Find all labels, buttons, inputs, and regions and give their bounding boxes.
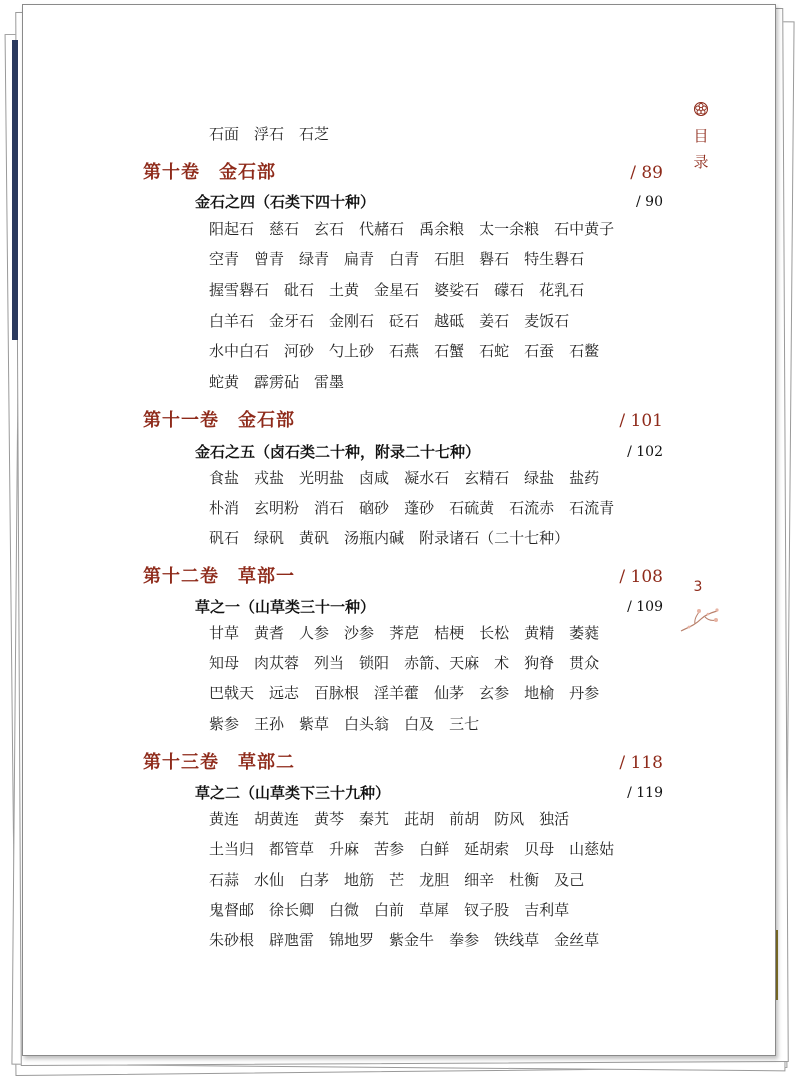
toc-item: 人参 [299,624,330,642]
toc-item: 防风 [494,810,525,828]
toc-item: 肉苁蓉 [254,654,300,672]
toc-item: 盐药 [569,469,600,487]
toc-item: 术 [494,654,510,672]
toc-item: 铁线草 [494,931,540,949]
toc-item: 花乳石 [539,281,585,299]
toc-item: 食盐 [209,469,240,487]
toc-item: 百脉根 [314,684,360,702]
toc-item: 辟虺雷 [269,931,315,949]
toc-item: 狗脊 [524,654,555,672]
subsection-page: / 109 [627,599,663,615]
toc-item-row [209,679,614,707]
toc-item: 石燕 [389,342,420,360]
toc-item: 麦饭石 [524,312,570,330]
toc-item-row [209,276,599,304]
toc-item: 特生礜石 [524,250,585,268]
subsection-page: / 119 [627,785,663,801]
subsection-page: / 90 [636,194,663,210]
toc-item: 白头翁 [344,715,390,733]
volume-title: 第十一卷 金石部 [143,410,295,431]
volume-page: / 108 [619,567,663,587]
toc-item: 禹余粮 [419,220,465,238]
toc-item: 硇砂 [359,499,390,517]
flower-ornament-icon [693,101,709,117]
toc-item-row [209,120,344,148]
toc-item: 玄明粉 [254,499,300,517]
toc-item: 太一余粮 [479,220,540,238]
toc-item: 慈石 [269,220,300,238]
volume-page: / 101 [619,411,663,431]
toc-item: 苦参 [374,840,405,858]
toc-item: 金星石 [374,281,420,299]
toc-item-row [209,494,629,522]
toc-item-row [209,307,584,335]
toc-item: 徐长卿 [269,901,315,919]
cover-edge-navy [12,40,18,340]
toc-item: 黄连 [209,810,240,828]
volume-page: / 89 [630,163,663,183]
toc-item: 金丝草 [554,931,600,949]
toc-item: 白及 [404,715,435,733]
toc-item: 黄耆 [254,624,285,642]
toc-item: 姜石 [479,312,510,330]
toc-item: 知母 [209,654,240,672]
toc-item: 黄芩 [314,810,345,828]
subsection-title: 金石之五（卤石类二十种，附录二十七种） [195,443,481,461]
volume-title: 第十三卷 草部二 [143,752,295,773]
toc-item-row [209,337,614,365]
toc-item: 丹参 [569,684,600,702]
page-number: 3 [693,579,703,595]
toc-item: 消石 [314,499,345,517]
toc-item: 黄精 [524,624,555,642]
toc-item: 地榆 [524,684,555,702]
toc-item: 茈胡 [404,810,435,828]
volume-title: 第十卷 金石部 [143,162,276,183]
toc-item: 王孙 [254,715,285,733]
side-title-char: 目 [693,127,709,145]
toc-item: 长松 [479,624,510,642]
toc-item: 勺上砂 [329,342,375,360]
toc-item: 石蒜 [209,871,240,889]
toc-item-row [209,710,494,738]
toc-item: 白前 [374,901,405,919]
subsection-heading [195,189,663,215]
toc-item: 雷墨 [314,373,345,391]
toc-item: 砒石 [284,281,315,299]
side-title-char: 录 [693,153,709,171]
toc-item-row [209,619,614,647]
toc-item: 胡黄连 [254,810,300,828]
toc-item: 绿青 [299,250,330,268]
toc-item-row [209,649,614,677]
toc-item: 沙参 [344,624,375,642]
toc-item: 拳参 [449,931,480,949]
toc-item: 细辛 [464,871,495,889]
toc-item: 朱砂根 [209,931,255,949]
toc-item: 凝水石 [404,469,450,487]
toc-item-row [209,368,359,396]
toc-item: 石面 [209,125,240,143]
toc-item: 贝母 [524,840,555,858]
toc-item: 礞石 [494,281,525,299]
toc-item: 紫草 [299,715,330,733]
toc-item: 石蚕 [524,342,555,360]
toc-item: 白青 [389,250,420,268]
toc-item: 列当 [314,654,345,672]
toc-item-row [209,866,599,894]
subsection-heading [195,439,663,465]
volume-heading [143,407,663,435]
toc-item: 蓬砂 [404,499,435,517]
toc-item: 远志 [269,684,300,702]
volume-heading [143,749,663,777]
toc-item: 白鲜 [419,840,450,858]
toc-item: 霹雳砧 [254,373,300,391]
toc-item: 金刚石 [329,312,375,330]
toc-item-row [209,926,614,954]
toc-item: 朴消 [209,499,240,517]
toc-item: 都管草 [269,840,315,858]
toc-item: 土黄 [329,281,360,299]
toc-item: 砭石 [389,312,420,330]
toc-item: 水仙 [254,871,285,889]
toc-item: 升麻 [329,840,360,858]
toc-item: 前胡 [449,810,480,828]
toc-item: 钗子股 [464,901,510,919]
toc-item: 仙茅 [434,684,465,702]
toc-item: 白微 [329,901,360,919]
toc-item-row [209,245,599,273]
toc-item: 石鳖 [569,342,600,360]
toc-item: 浮石 [254,125,285,143]
side-title [691,123,711,175]
toc-page [22,4,776,1056]
subsection-title: 金石之四（石类下四十种） [195,193,376,211]
toc-item: 越砥 [434,312,465,330]
toc-item: 汤瓶内碱 [344,529,405,547]
toc-item: 杜衡 [509,871,540,889]
toc-item: 石芝 [299,125,330,143]
toc-item: 芒 [389,871,405,889]
toc-item: 及己 [554,871,585,889]
toc-item: 石硫黄 [449,499,495,517]
volume-heading [143,563,663,591]
toc-item: 淫羊藿 [374,684,420,702]
toc-item: 戎盐 [254,469,285,487]
toc-item: 独活 [539,810,570,828]
toc-item: 阳起石 [209,220,255,238]
toc-item: 水中白石 [209,342,270,360]
subsection-title: 草之一（山草类三十一种） [195,598,376,616]
toc-item: 地筋 [344,871,375,889]
toc-item: 扁青 [344,250,375,268]
toc-item: 龙胆 [419,871,450,889]
toc-item: 巴戟天 [209,684,255,702]
plum-branch-icon [677,605,721,635]
toc-item: 紫金牛 [389,931,435,949]
toc-item: 握雪礜石 [209,281,270,299]
toc-item: 光明盐 [299,469,345,487]
toc-item: 河砂 [284,342,315,360]
toc-item: 石中黄子 [554,220,615,238]
toc-item: 石流赤 [509,499,555,517]
toc-item: 山慈姑 [569,840,615,858]
toc-item: 石流青 [569,499,615,517]
toc-item: 黄矾 [299,529,330,547]
toc-item-row [209,805,584,833]
toc-item: 土当归 [209,840,255,858]
toc-item: 玄石 [314,220,345,238]
subsection-title: 草之二（山草类下三十九种） [195,784,391,802]
toc-item-row [209,464,614,492]
toc-item: 赤箭、天麻 [404,654,480,672]
toc-item: 矾石 [209,529,240,547]
toc-item: 萎蕤 [569,624,600,642]
toc-item: 桔梗 [434,624,465,642]
toc-item: 玄参 [479,684,510,702]
volume-page: / 118 [619,753,663,773]
subsection-page: / 102 [627,444,663,460]
toc-item: 锁阳 [359,654,390,672]
toc-item-row [209,835,629,863]
toc-item: 甘草 [209,624,240,642]
toc-item: 附录诸石（二十七种） [419,529,570,547]
toc-item: 紫参 [209,715,240,733]
toc-item: 曾青 [254,250,285,268]
toc-item: 秦艽 [359,810,390,828]
toc-item: 代赭石 [359,220,405,238]
toc-item: 绿矾 [254,529,285,547]
volume-heading [143,159,663,187]
toc-item: 石蟹 [434,342,465,360]
toc-item: 绿盐 [524,469,555,487]
toc-item: 玄精石 [464,469,510,487]
toc-item: 婆娑石 [434,281,480,299]
toc-item: 礜石 [479,250,510,268]
volume-title: 第十二卷 草部一 [143,566,295,587]
toc-item: 白茅 [299,871,330,889]
toc-item: 石胆 [434,250,465,268]
toc-item: 三七 [449,715,480,733]
toc-item-row [209,215,629,243]
toc-item: 吉利草 [524,901,570,919]
toc-item: 金牙石 [269,312,315,330]
toc-item: 锦地罗 [329,931,375,949]
toc-item: 贯众 [569,654,600,672]
toc-item: 鬼督邮 [209,901,255,919]
toc-item: 延胡索 [464,840,510,858]
toc-item-row [209,524,584,552]
toc-item-row [209,896,584,924]
toc-item: 空青 [209,250,240,268]
toc-item: 白羊石 [209,312,255,330]
toc-item: 卤咸 [359,469,390,487]
subsection-heading [195,594,663,620]
toc-item: 荠苨 [389,624,420,642]
subsection-heading [195,780,663,806]
toc-item: 蛇黄 [209,373,240,391]
toc-item: 草犀 [419,901,450,919]
toc-item: 石蛇 [479,342,510,360]
